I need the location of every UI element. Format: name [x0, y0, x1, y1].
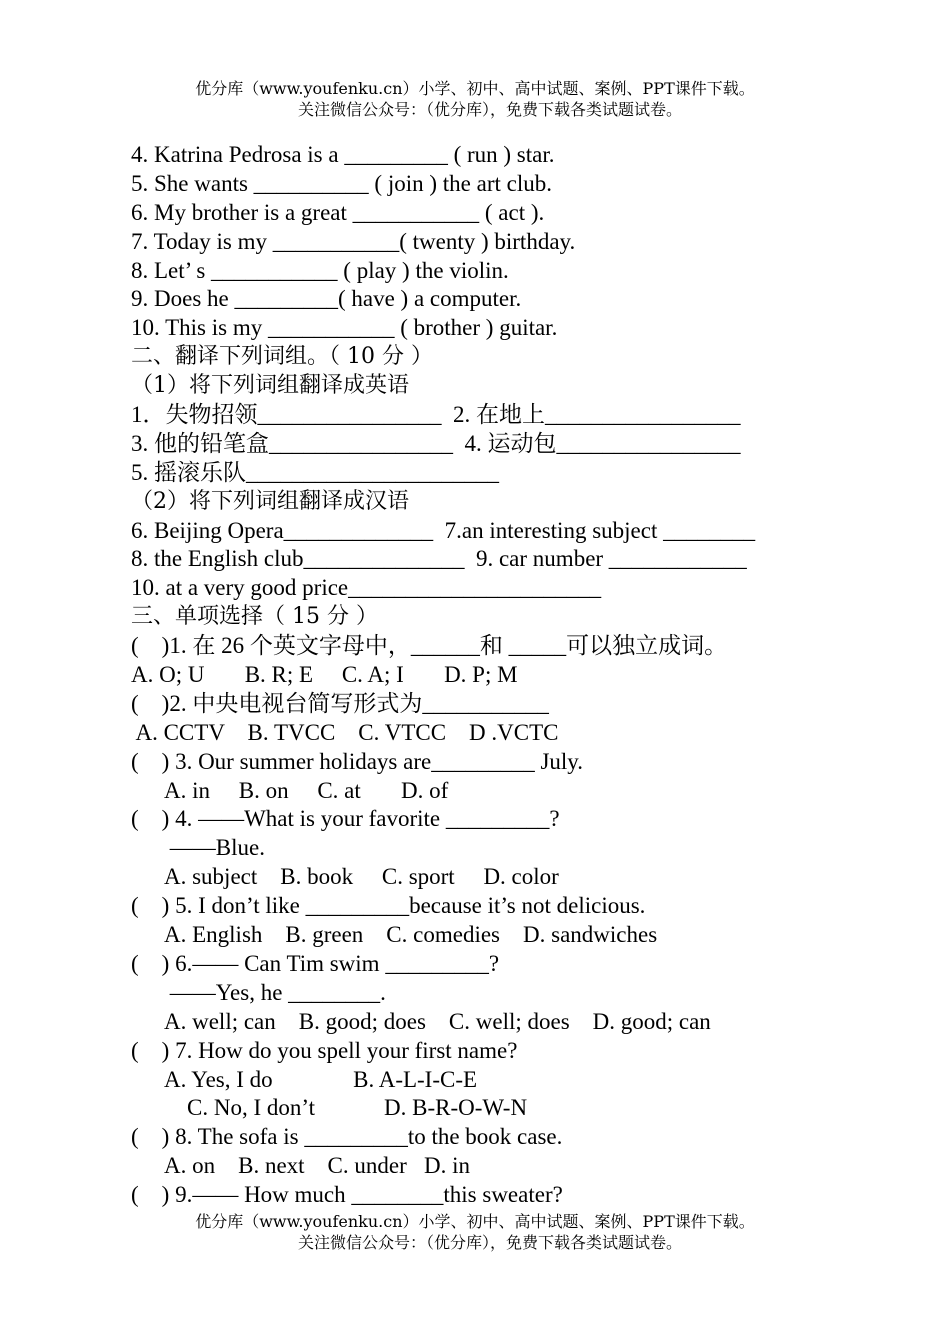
- worksheet-line: A. English B. green C. comedies D. sandwiches: [164, 922, 658, 948]
- worksheet-line: ——Blue.: [164, 835, 265, 861]
- worksheet-line: ——Yes, he ________.: [164, 979, 386, 1005]
- section-heading: 二、翻译下列词组。（ 10 分 ）: [131, 344, 433, 370]
- section-heading: （2）将下列词组翻译成汉语: [131, 488, 409, 514]
- worksheet-line: A. subject B. book C. sport D. color: [164, 864, 559, 890]
- worksheet-line: ( ) 3. Our summer holidays are_________ July.: [131, 748, 584, 774]
- worksheet-line: A. in B. on C. at D. of: [164, 777, 449, 803]
- worksheet-line: ( ) 4. ——What is your favorite _________?: [131, 806, 560, 832]
- worksheet-line: 5. 摇滚乐队______________________: [131, 459, 499, 485]
- worksheet-line: 3. 他的铅笔盒________________ 4. 运动包________________: [131, 430, 741, 456]
- worksheet-line: ( ) 9.—— How much ________this sweater?: [131, 1182, 563, 1208]
- page-footer: [0, 1211, 950, 1253]
- section-heading: （1）将下列词组翻译成英语: [131, 373, 409, 399]
- header-line-1: 优分库（www.youfenku.cn）小学、初中、高中试题、案例、PPT课件下载。: [195, 79, 755, 98]
- worksheet-line: A. well; can B. good; does C. well; does D. good; can: [164, 1008, 711, 1034]
- footer-line-2: 关注微信公众号：（优分库），免费下载各类试题试卷。: [297, 1233, 682, 1252]
- worksheet-line: 10. This is my ___________ ( brother ) guitar.: [131, 315, 558, 341]
- worksheet-line: 6. Beijing Opera_____________ 7.an interesting subject ________: [131, 517, 756, 543]
- worksheet-line: 9. Does he _________( have ) a computer.: [131, 286, 522, 312]
- worksheet-line: A. Yes, I do B. A-L-I-C-E: [164, 1066, 478, 1092]
- worksheet-line: ( ) 5. I don’t like _________because it’s not delicious.: [131, 893, 646, 919]
- worksheet-line: 8. the English club______________ 9. car number ____________: [131, 546, 747, 572]
- worksheet-line: 5. She wants __________ ( join ) the art club.: [131, 170, 552, 196]
- header-line-2: 关注微信公众号：（优分库），免费下载各类试题试卷。: [297, 100, 682, 119]
- worksheet-line: A. on B. next C. under D. in: [164, 1153, 471, 1179]
- worksheet-line: C. No, I don’t D. B-R-O-W-N: [164, 1095, 528, 1121]
- footer-line-1: 优分库（www.youfenku.cn）小学、初中、高中试题、案例、PPT课件下载。: [195, 1212, 755, 1231]
- worksheet-line: 10. at a very good price______________________: [131, 575, 602, 601]
- worksheet-line: ( ) 6.—— Can Tim swim _________?: [131, 950, 500, 976]
- worksheet-line: A. O; U B. R; E C. A; I D. P; M: [131, 662, 518, 688]
- worksheet-line: A. CCTV B. TVCC C. VTCC D .VCTC: [131, 719, 559, 745]
- worksheet-line: ( )1. 在 26 个英文字母中，______和 _____可以独立成词。: [131, 633, 728, 659]
- worksheet-line: ( ) 7. How do you spell your first name?: [131, 1037, 518, 1063]
- worksheet-line: 6. My brother is a great ___________ ( act ).: [131, 199, 545, 225]
- worksheet-line: 8. Let’ s ___________ ( play ) the violin.: [131, 257, 509, 283]
- page-header: [0, 78, 950, 120]
- worksheet-line: ( ) 8. The sofa is _________to the book case.: [131, 1124, 563, 1150]
- worksheet-body: [131, 141, 931, 1210]
- worksheet-line: 7. Today is my ___________( twenty ) birthday.: [131, 228, 576, 254]
- worksheet-line: ( )2. 中央电视台简写形式为___________: [131, 690, 549, 716]
- worksheet-line: 1．失物招领________________ 2. 在地上_________________: [131, 402, 741, 428]
- section-heading: 三、单项选择（ 15 分 ）: [131, 604, 378, 630]
- worksheet-line: 4. Katrina Pedrosa is a _________ ( run ) star.: [131, 142, 555, 167]
